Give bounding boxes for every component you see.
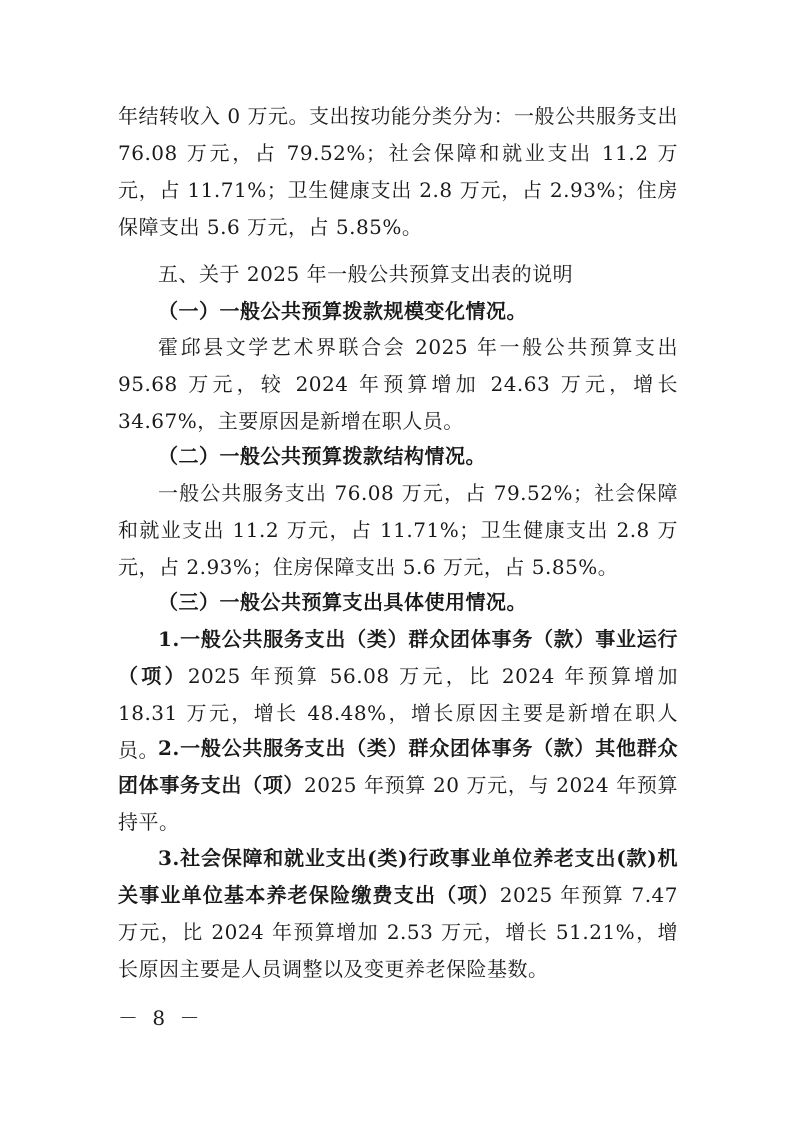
section-heading-five: 五、关于 2025 年一般公共预算支出表的说明	[158, 262, 574, 286]
paragraph-item-3	[118, 840, 678, 988]
subheading-usage: （三）一般公共预算支出具体使用情况。	[158, 590, 527, 614]
paragraph-scale-change: 霍邱县文学艺术界联合会 2025 年一般公共预算支出 95.68 万元，较 2024 年预算增加 24.63 万元，增长 34.67%，主要原因是新增在职人员。	[118, 335, 678, 433]
subheading-structure: （二）一般公共预算拨款结构情况。	[158, 444, 486, 468]
paragraph-fund-carryover: 年结转收入 0 万元。支出按功能分类分为：一般公共服务支出 76.08 万元，占 79.52%；社会保障和就业支出 11.2 万元，占 11.71%；卫生健康支出 2.8 万元，占 2.93%；住房保障支出 5.6 万元，占 5.85%。	[118, 104, 678, 239]
item-1-category: 1.一般公共服务支出（类）群众团体事务（款）事业运行（项）	[118, 627, 678, 688]
item-2-category: 2.一般公共服务支出（类）群众团体事务（款）其他群众团体事务支出（项）	[118, 736, 678, 797]
item-2-detail: 2025 年预算 20 万元，与 2024 年预算持平。	[118, 773, 678, 834]
subheading-scale-change: （一）一般公共预算拨款规模变化情况。	[158, 299, 527, 323]
paragraph-item-2	[118, 730, 678, 841]
item-3-detail: 2025 年预算 7.47 万元，比 2024 年预算增加 2.53 万元，增长 51.21%，增长原因主要是人员调整以及变更养老保险基数。	[118, 883, 678, 981]
page-number: － 8 －	[118, 1006, 204, 1030]
paragraph-structure: 一般公共服务支出 76.08 万元，占 79.52%；社会保障和就业支出 11.2 万元，占 11.71%；卫生健康支出 2.8 万元，占 2.93%；住房保障支出 5.6 万元，占 5.85%。	[118, 481, 678, 579]
item-3-category: 3.社会保障和就业支出(类)行政事业单位养老支出(款)机关事业单位基本养老保险缴费支出（项）	[118, 846, 678, 907]
item-1-detail: 2025 年预算 56.08 万元，比 2024 年预算增加 18.31 万元，增长 48.48%，增长原因主要是新增在职人员。	[118, 664, 679, 762]
